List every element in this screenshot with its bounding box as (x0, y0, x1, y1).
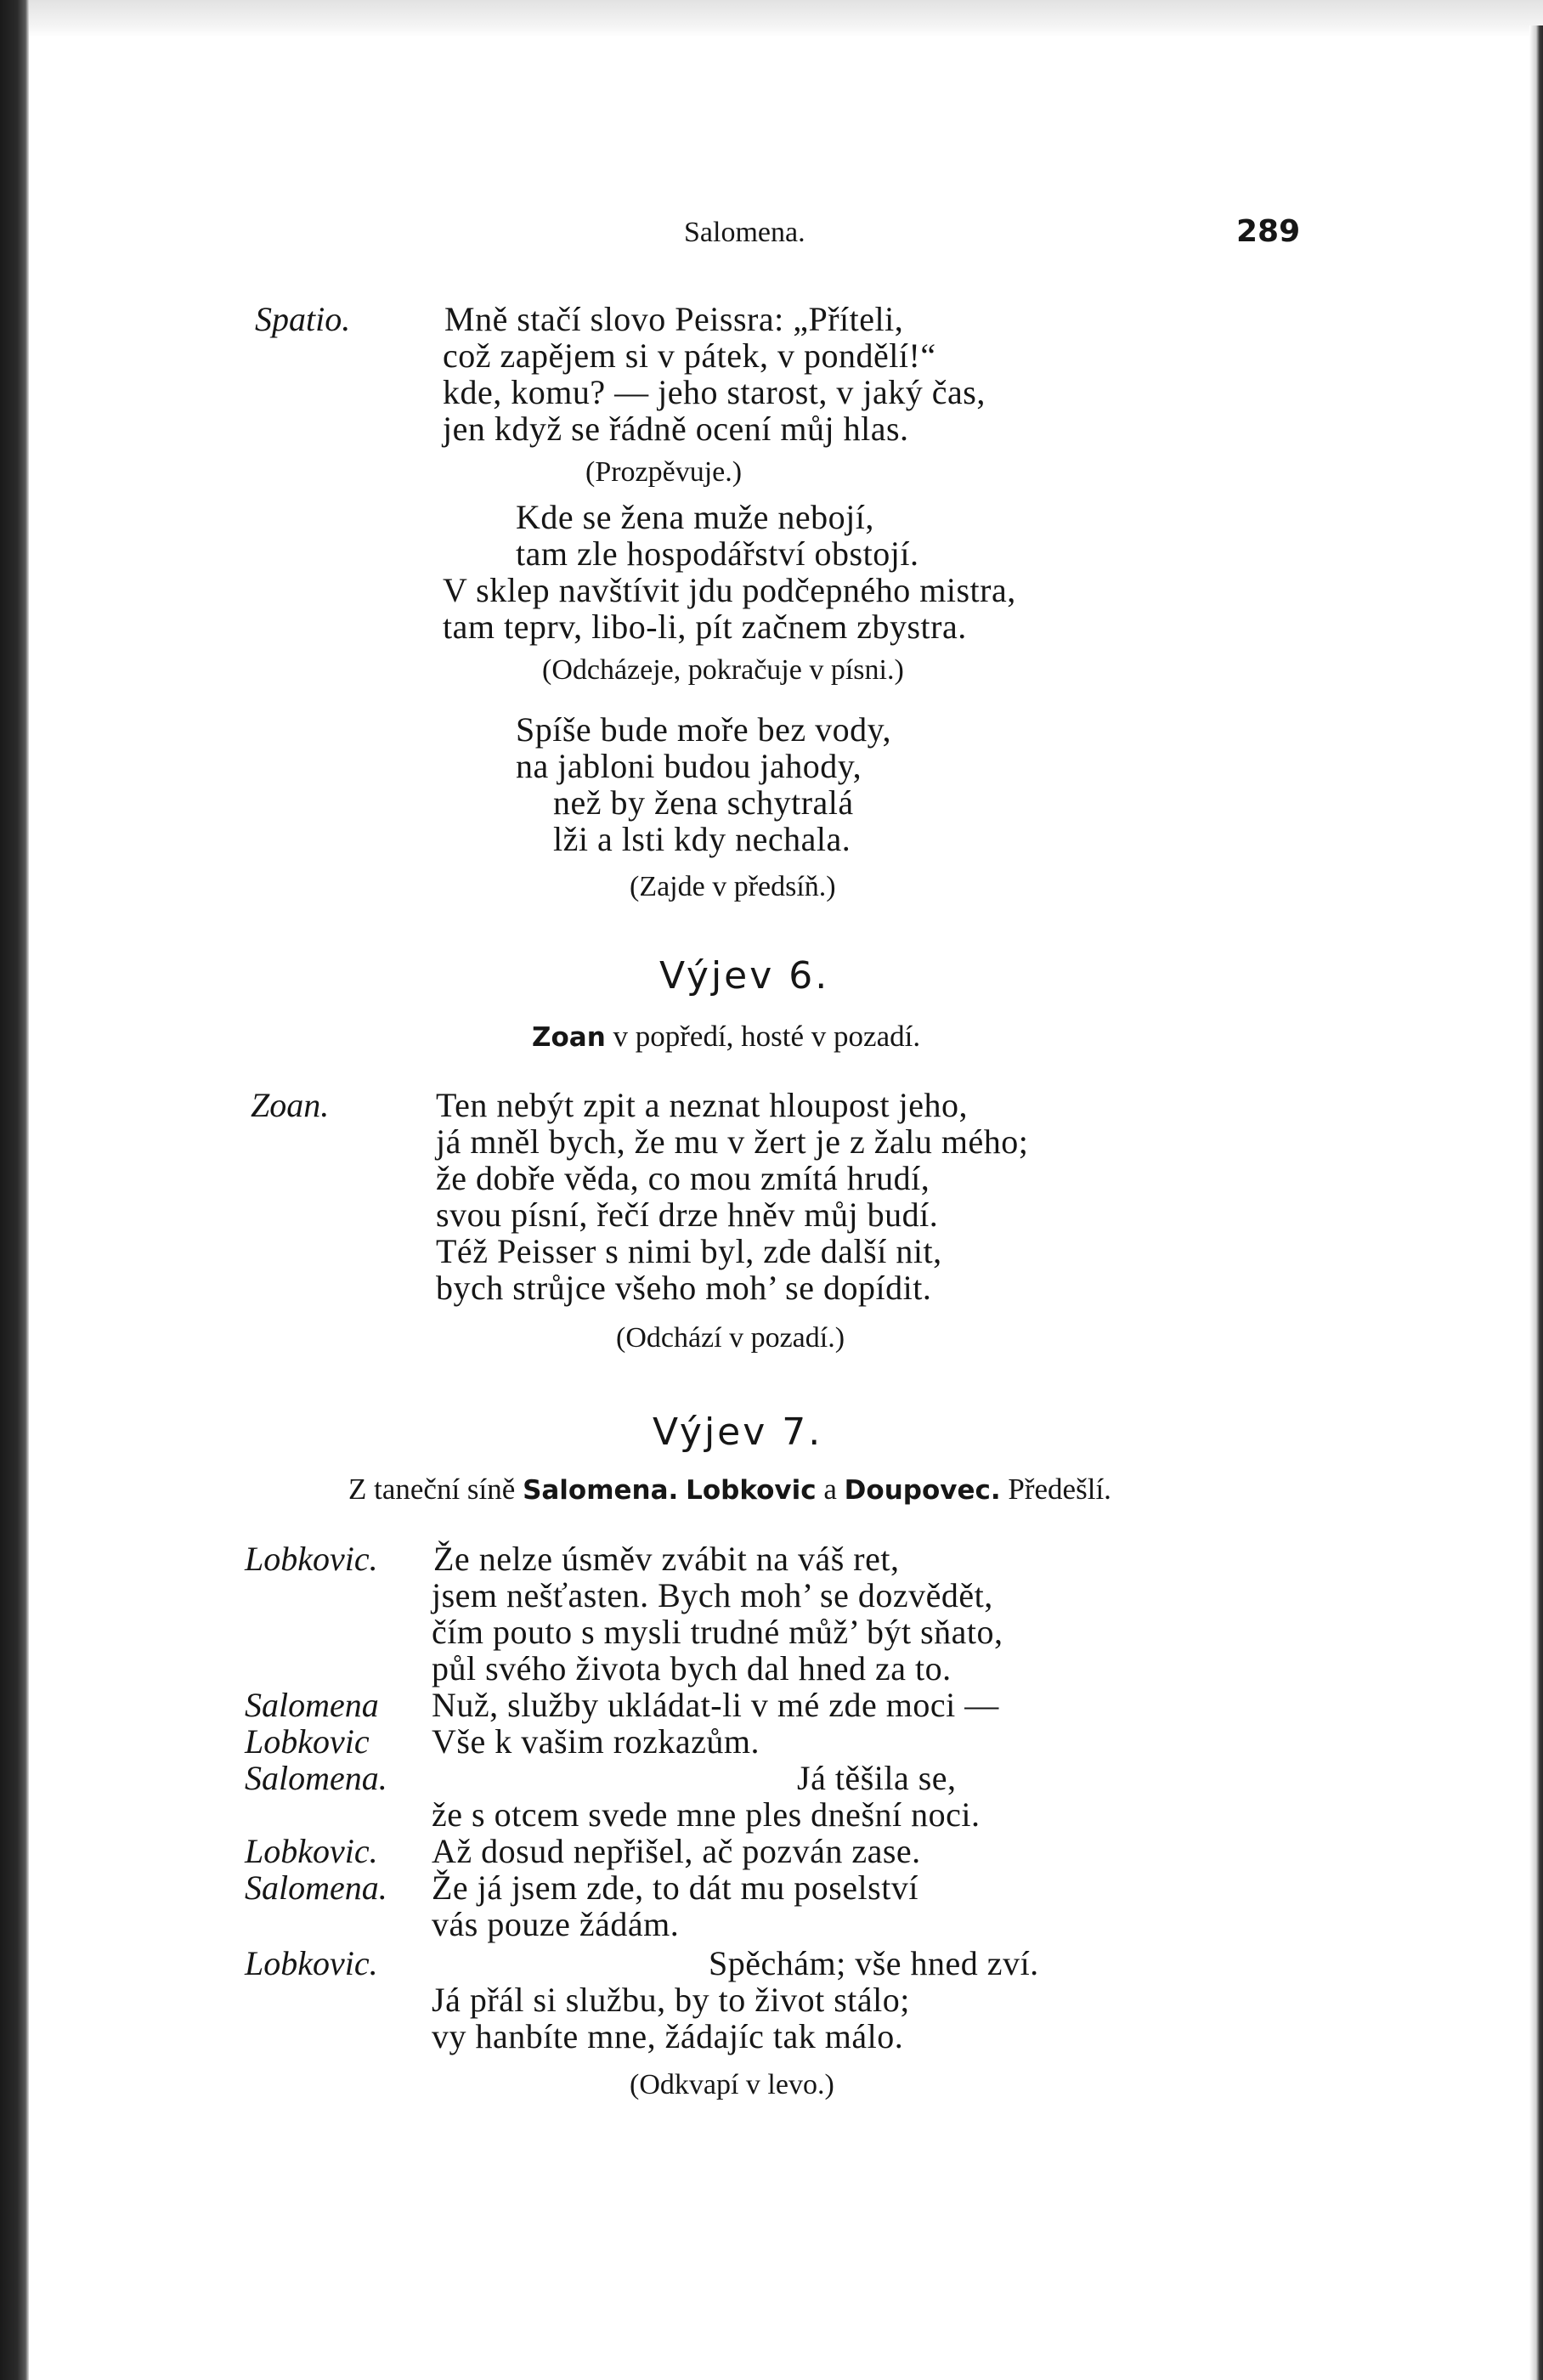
stage-direction: (Odkvapí v levo.) (630, 2069, 834, 2100)
stage-direction: (Zajde v předsíň.) (630, 871, 836, 902)
verse-line: že dobře věda, co mou zmítá hrudí, (436, 1159, 930, 1197)
dialogue-line: vy hanbíte mne, žádajíc tak málo. (432, 2017, 904, 2055)
song-line: tam zle hospodářství obstojí. (516, 534, 919, 573)
speaker-lobkovic: Lobkovic. (245, 1832, 378, 1870)
subtitle-text: Z taneční síně (348, 1473, 516, 1506)
verse-line: bych strůjce všeho moh’ se dopídit. (436, 1269, 932, 1307)
dialogue-line: Nuž, služby ukládat-li v mé zde moci — (432, 1686, 999, 1724)
speaker-lobkovic: Lobkovic. (245, 1944, 378, 1982)
scene-6-title: Výjev 6. (659, 954, 830, 998)
speaker-spatio: Spatio. (255, 300, 351, 338)
dialogue-line: Spěchám; vše hned zví. (709, 1944, 1039, 1982)
dialogue-line: půl svého života bych dal hned za to. (432, 1649, 952, 1687)
verse-line: svou písní, řečí drze hněv můj budí. (436, 1196, 939, 1234)
running-title: Salomena. (684, 217, 805, 248)
dialogue-line: že s otcem svede mne ples dnešní noci. (432, 1795, 981, 1834)
speaker-lobkovic: Lobkovic. (245, 1540, 378, 1578)
song-line: než by žena schytralá (553, 783, 854, 822)
speaker-zoan: Zoan. (251, 1086, 330, 1124)
page-number: 289 (1236, 214, 1301, 249)
character-name: Doupovec. (844, 1475, 1001, 1506)
scene-7-title: Výjev 7. (653, 1410, 823, 1454)
speaker-salomena: Salomena. (245, 1868, 387, 1907)
subtitle-text: a (823, 1473, 837, 1506)
stage-direction: (Odchází v pozadí.) (616, 1322, 845, 1354)
stage-direction: (Prozpěvuje.) (585, 456, 743, 488)
dialogue-line: čím pouto s mysli trudné můž’ být sňato, (432, 1613, 1003, 1651)
dialogue-line: Že já jsem zde, to dát mu poselství (432, 1868, 918, 1907)
song-line: tam teprv, libo-li, pít začnem zbystra. (443, 608, 967, 646)
speaker-salomena: Salomena. (245, 1759, 387, 1797)
verse-line: jen když se řádně ocení můj hlas. (443, 410, 909, 448)
dialogue-line: Já těšila se, (797, 1759, 957, 1797)
character-name: Salomena. (523, 1475, 679, 1506)
speaker-lobkovic: Lobkovic (245, 1722, 370, 1761)
dialogue-line: Až dosud nepřišel, ač pozván zase. (432, 1832, 921, 1870)
song-line: na jabloni budou jahody, (516, 747, 862, 785)
verse-line: kde, komu? — jeho starost, v jaký čas, (443, 373, 986, 411)
verse-line: Mně stačí slovo Peissra: „Příteli, (444, 300, 904, 338)
dialogue-line: vás pouze žádám. (432, 1905, 680, 1943)
song-line: lži a lsti kdy nechala. (553, 820, 851, 858)
scene-7-subtitle (348, 1473, 1111, 1507)
song-line: V sklep navštívit jdu podčepného mistra, (443, 571, 1016, 609)
dialogue-line: jsem nešťasten. Bych moh’ se dozvědět, (432, 1576, 993, 1614)
verse-line: Též Peisser s nimi byl, zde další nit, (436, 1232, 942, 1270)
verse-line: Ten nebýt zpit a neznat hloupost jeho, (436, 1086, 969, 1124)
character-name: Lobkovic (686, 1475, 817, 1506)
verse-line: což zapějem si v pátek, v pondělí!“ (443, 336, 936, 375)
subtitle-text: Předešlí. (1008, 1473, 1111, 1506)
subtitle-text: v popředí, hosté v pozadí. (613, 1020, 921, 1053)
speaker-salomena: Salomena (245, 1686, 379, 1724)
stage-direction: (Odcházeje, pokračuje v písni.) (542, 654, 904, 686)
dialogue-line: Vše k vašim rozkazům. (432, 1722, 760, 1761)
dialogue-line: Že nelze úsměv zvábit na váš ret, (433, 1540, 900, 1578)
scene-6-subtitle (532, 1020, 920, 1054)
dialogue-line: Já přál si službu, by to život stálo; (432, 1981, 910, 2019)
song-line: Spíše bude moře bez vody, (516, 710, 892, 749)
song-line: Kde se žena muže nebojí, (516, 498, 874, 536)
character-name: Zoan (532, 1022, 606, 1053)
verse-line: já mněl bych, že mu v žert je z žalu mého; (436, 1122, 1029, 1161)
